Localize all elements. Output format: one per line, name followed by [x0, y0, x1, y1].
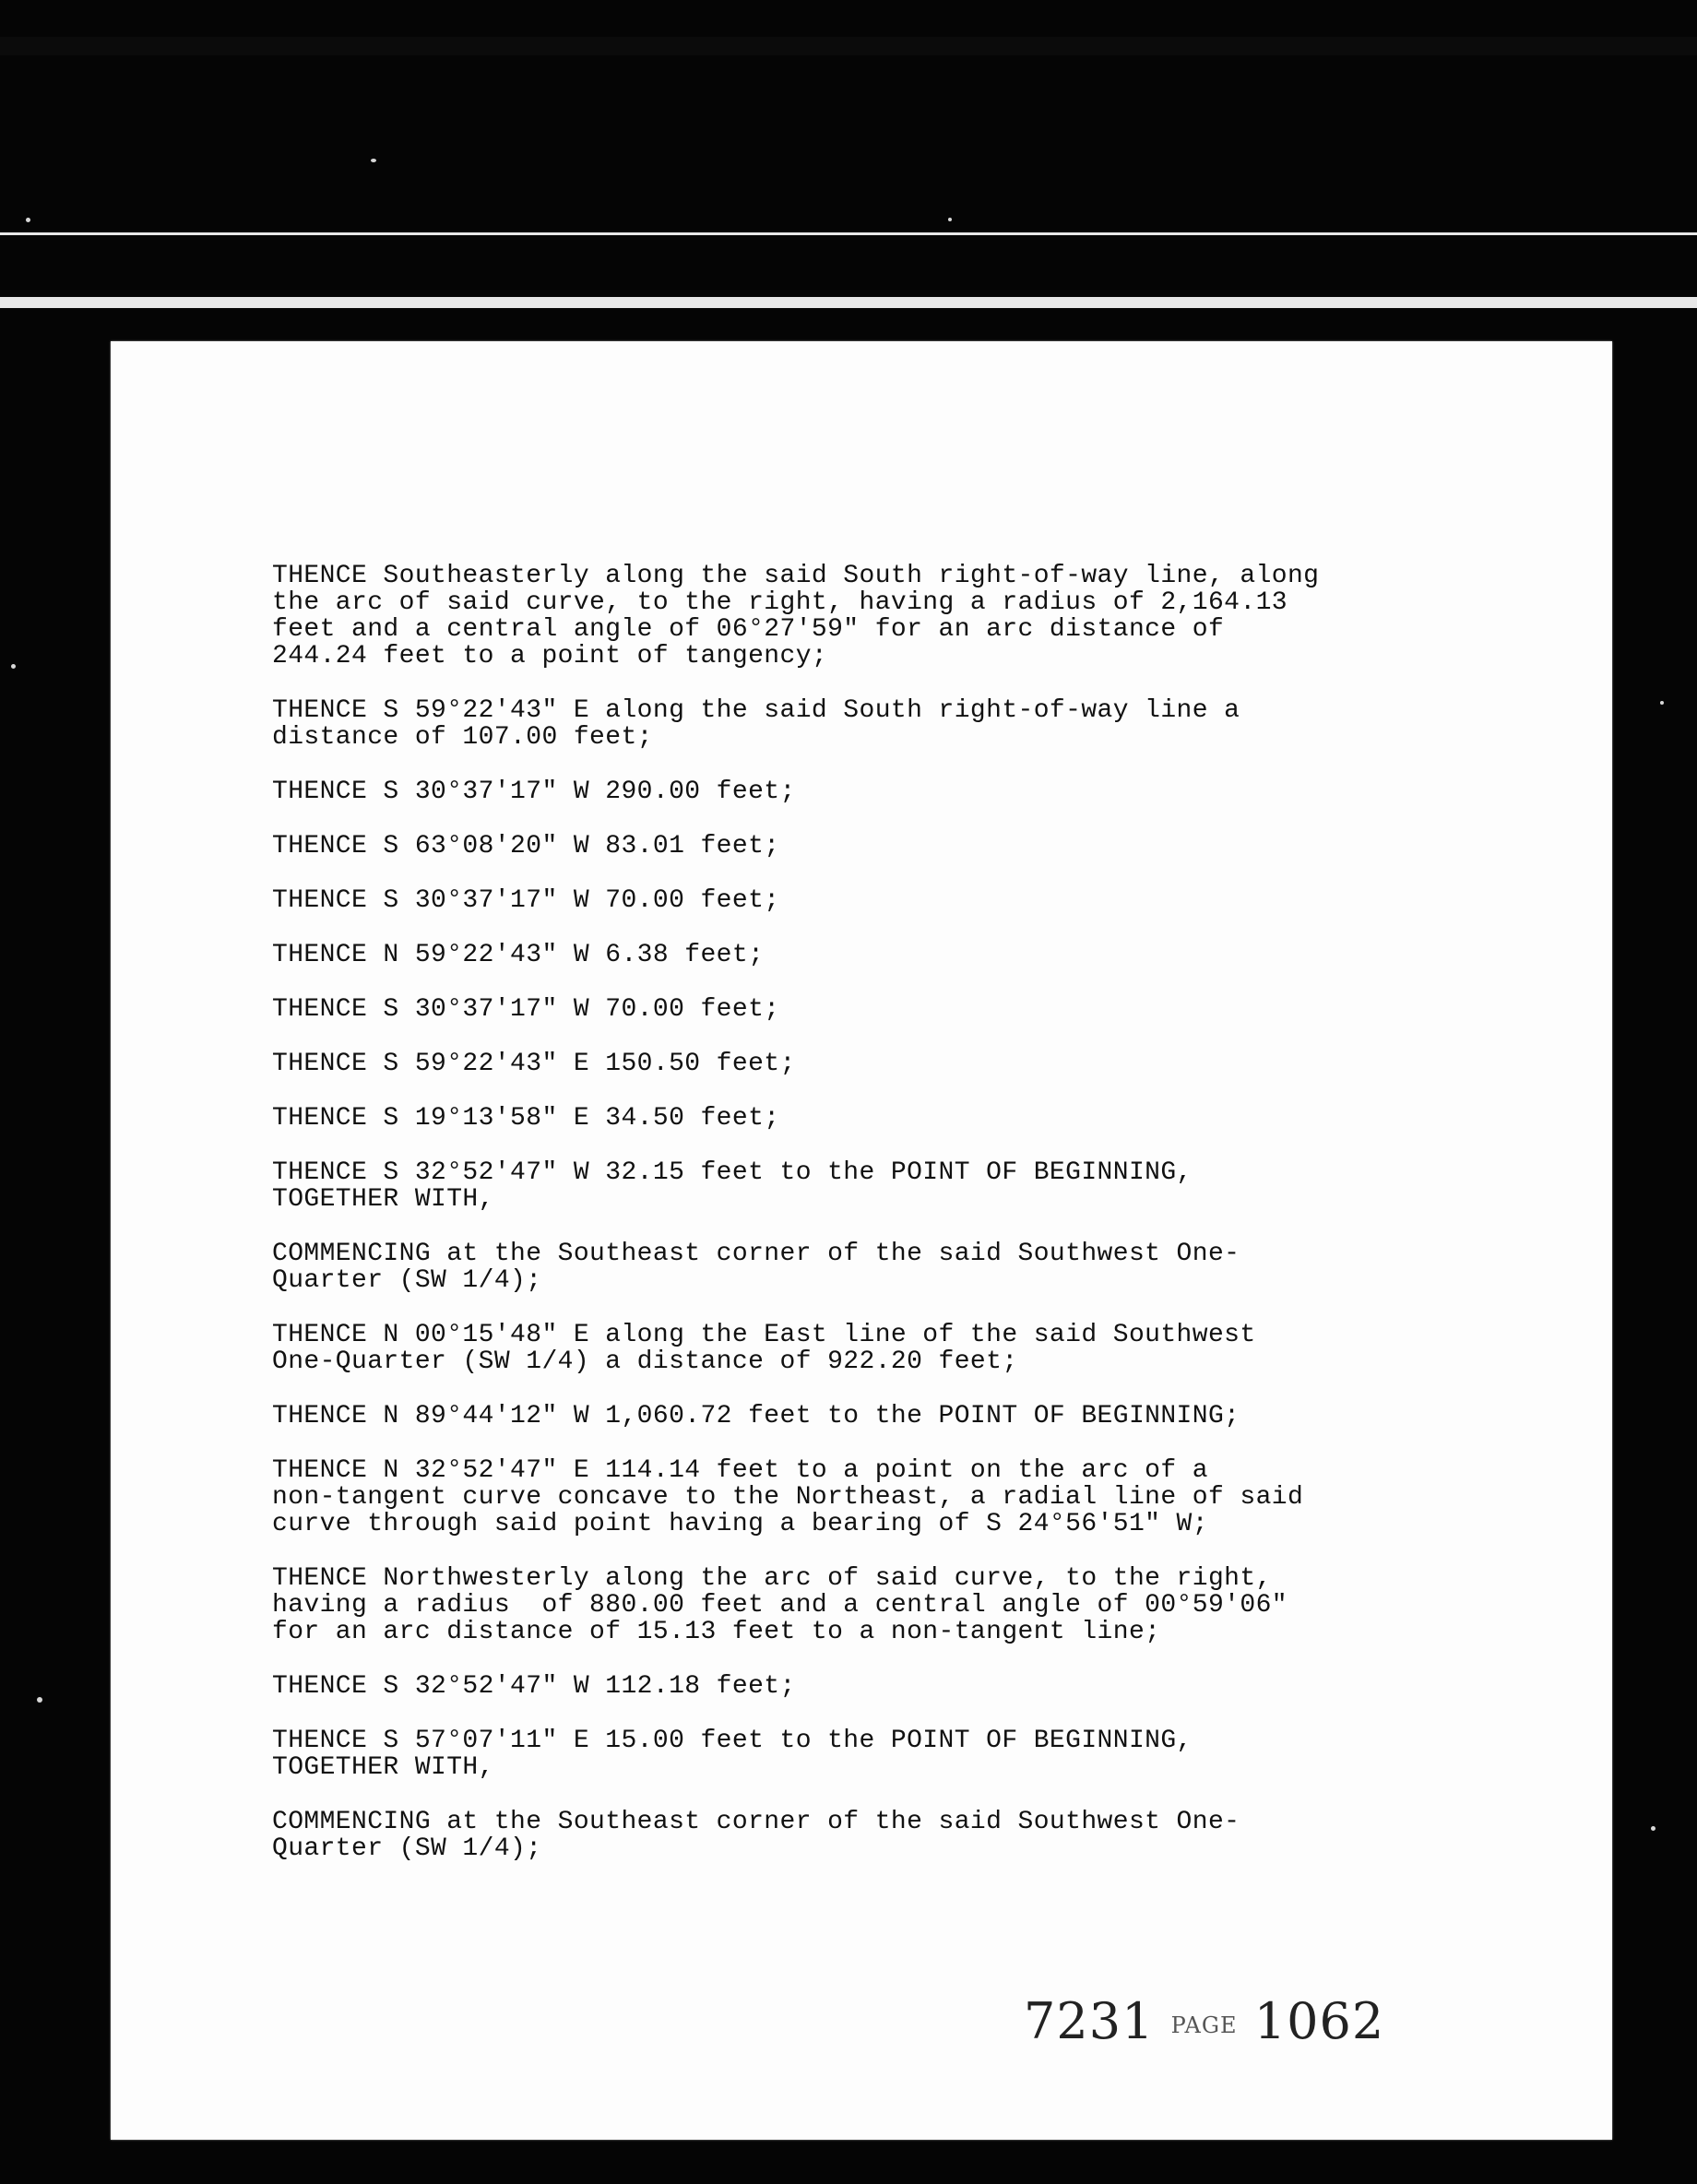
- paragraph: COMMENCING at the Southeast corner of the said Southwest One- Quarter (SW 1/4);: [272, 1240, 1240, 1295]
- paragraph: COMMENCING at the Southeast corner of the said Southwest One- Quarter (SW 1/4);: [272, 1808, 1240, 1863]
- scan-speck: [37, 1697, 42, 1703]
- paragraph: THENCE S 30°37'17" W 70.00 feet;: [272, 995, 780, 1024]
- paragraph: THENCE Southeasterly along the said South right-of-way line, along the arc of said curve, to the right, having a radius of 2,164.13 feet and a central angle of 06°27'59" for an arc distance of 244.24 feet to a point of tangency;: [272, 562, 1320, 671]
- book-page-stamp: [1024, 1992, 1384, 2050]
- scan-speck: [948, 218, 952, 221]
- paragraph: THENCE S 30°37'17" W 70.00 feet;: [272, 886, 780, 915]
- legal-description-body: [272, 563, 1563, 1890]
- paragraph: THENCE N 32°52'47" E 114.14 feet to a point on the arc of a non-tangent curve concave to the Northeast, a radial line of said curve through said point having a bearing of S 24°56'51" W;: [272, 1456, 1304, 1538]
- scan-speck: [371, 159, 376, 162]
- page-number: 1062: [1253, 1992, 1385, 2050]
- scan-line-top: [0, 232, 1697, 235]
- document-page: [111, 341, 1612, 2140]
- paragraph: THENCE Northwesterly along the arc of said curve, to the right, having a radius of 880.00 feet and a central angle of 00°59'06" for an arc distance of 15.13 feet to a non-tangent line;: [272, 1564, 1288, 1646]
- paragraph: THENCE S 30°37'17" W 290.00 feet;: [272, 777, 796, 806]
- scan-line-bottom: [0, 297, 1697, 308]
- paragraph: THENCE S 57°07'11" E 15.00 feet to the POINT OF BEGINNING, TOGETHER WITH,: [272, 1727, 1193, 1782]
- paragraph: THENCE N 59°22'43" W 6.38 feet;: [272, 941, 765, 969]
- scan-speck: [11, 664, 16, 669]
- paragraph: THENCE N 89°44'12" W 1,060.72 feet to the POINT OF BEGINNING;: [272, 1402, 1240, 1430]
- paragraph: THENCE S 32°52'47" W 112.18 feet;: [272, 1672, 796, 1701]
- paragraph: THENCE N 00°15'48" E along the East line of the said Southwest One-Quarter (SW 1/4) a distance of 922.20 feet;: [272, 1321, 1256, 1376]
- paragraph: THENCE S 32°52'47" W 32.15 feet to the POINT OF BEGINNING, TOGETHER WITH,: [272, 1158, 1193, 1214]
- scan-speck: [26, 218, 30, 222]
- paragraph: THENCE S 59°22'43" E along the said South right-of-way line a distance of 107.00 feet;: [272, 696, 1240, 752]
- paragraph: THENCE S 59°22'43" E 150.50 feet;: [272, 1050, 796, 1078]
- paragraph: THENCE S 19°13'58" E 34.50 feet;: [272, 1104, 780, 1133]
- book-number: 7231: [1024, 1992, 1155, 2050]
- scan-top-band: [0, 37, 1697, 55]
- page-separator: PAGE: [1170, 2012, 1238, 2038]
- scan-speck: [1651, 1826, 1655, 1831]
- paragraph: THENCE S 63°08'20" W 83.01 feet;: [272, 832, 780, 861]
- scan-speck: [1660, 701, 1664, 705]
